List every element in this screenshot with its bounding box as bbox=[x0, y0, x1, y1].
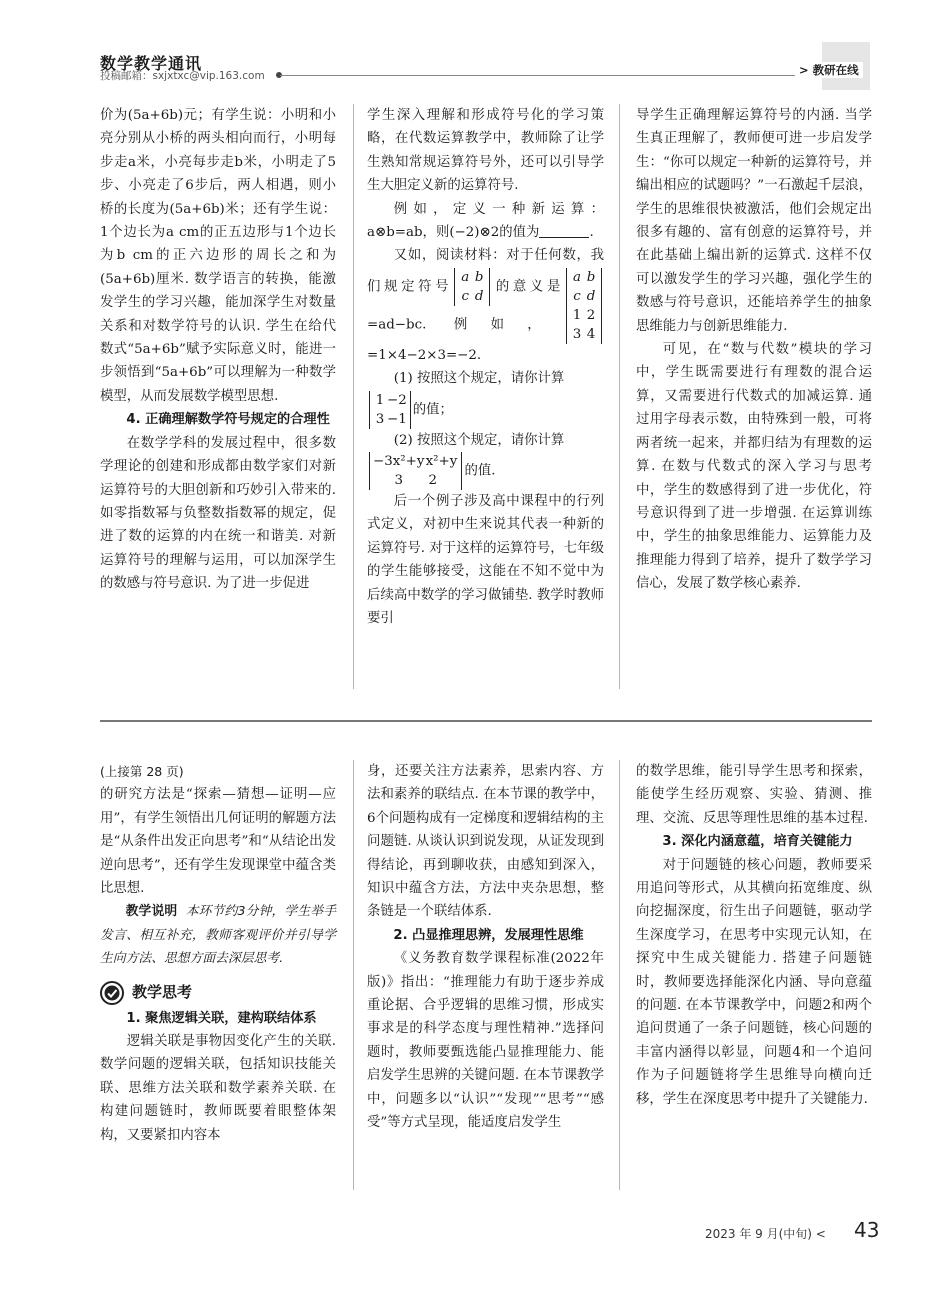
paragraph: 后一个例子涉及高中课程中的行列式定义，对初中生来说其代表一种新的运算符号. 对于这样的运算符号，七年级的学生能够接受，这能在不知不觉中为后续高中数学的学习做铺垫. 教学时教师要引 bbox=[367, 494, 604, 627]
matrix-cell: a bbox=[573, 269, 581, 285]
top-column-3 bbox=[636, 104, 872, 596]
matrix-cell: b bbox=[474, 269, 484, 285]
paragraph: 对于问题链的核心问题，教师要采用追问等形式，从其横向拓宽维度、纵向挖掘深度，衍生出子问题链，驱动学生深度学习，在思考中实现元认知，在探究中生成关键能力. 搭建子问题链时，教师要选择能深化内涵、导向意蕴的问题. 在本节课教学中，问题2和两个追问贯通了一条子问题链，核心问题的丰富内涵得以彰显，问题4和一个追问作为子问题链将学生思维导向横向迁移，学生在深度思考中提升了关键能力. bbox=[636, 857, 872, 1107]
column-rule bbox=[619, 104, 620, 689]
issue-date: 2023 年 9 月(中旬) < bbox=[705, 1227, 826, 1241]
matrix-cell: 3 bbox=[572, 326, 582, 342]
paragraph: 导学生正确理解运算符号的内涵. 当学生真正理解了，教师便可进一步启发学生：“你可以规定一种新的运算符号，并编出相应的试题吗？”一石激起千层浪，学生的思维很快被激活，他们会规定出很多有趣的、富有创意的运算符号，并在此基础上编出新的运算式. 这样不仅可以激发学生的学习兴趣，强化学生的数感与符号意识，还能培养学生的抽象思维能力与创新思维能力. bbox=[636, 108, 872, 334]
header-rule bbox=[280, 75, 795, 76]
determinant-q2 bbox=[369, 452, 462, 490]
matrix-cell: 3 bbox=[394, 473, 403, 489]
teaching-note-text: 本环节约3分钟，学生举手发言、相互补充，教师客观评价并引导学生向方法、思想方面去深层思考. bbox=[100, 904, 336, 967]
text-run: 例如，定义一种新运算：a⊗b=ab，则(−2)⊗2的值为 bbox=[367, 201, 604, 241]
matrix-cell: 1 bbox=[572, 307, 582, 323]
question-1 bbox=[367, 367, 604, 390]
top-column-2 bbox=[367, 104, 604, 631]
paragraph: 《义务教育数学课程标准(2022年版)》指出：“推理能力有助于逐步养成重论据、合乎逻辑的思维习惯，形成实事求是的科学态度与理性精神.”选择问题时，教师要甄选能凸显推理能力、能启发学生思辨的关键问题. 在本节课教学中，问题多以“认识”“发现”“思考”“感受”等方式呈现，能适度启发学生 bbox=[367, 951, 604, 1131]
teaching-note-label: 教学说明 bbox=[125, 904, 178, 920]
column-rule bbox=[619, 760, 620, 1190]
paragraph: 可见，在“数与代数”模块的学习中，学生既需要进行有理数的混合运算，又需要进行代数式的加减运算. 通过用字母表示数，由特殊到一般，可将两者统一起来，并都归结为有理数的运算. 在数与代数式的深入学习与思考中，学生的数感得到了进一步优化，符号意识得到了进一步增强. 在运算训练中，学生的抽象思维能力、运算能力及推理能力得到了培养，提升了数学学习信心，发展了数学核心素养. bbox=[636, 342, 872, 592]
paragraph: 价为(5a+6b)元；有学生说：小明和小亮分别从小桥的两头相向而行，小明每步走a米，小亮每步走b米，小明走了5步、小亮走了6步后，两人相遇，则小桥的长度为(5a+6b)米；还有学生说：1个边长为a cm的正五边形与1个边长为b cm的正六边形的周长之和为(5a+6b)厘米. 数学语言的转换，能激发学生的学习兴趣，能加深学生对数量关系和对数学符号的认识. 学生在给代数式“5a+6b”赋予实际意义时，能进一步领悟到“5a+6b”可以理解为一种数学模型，从而发展数学模型思想. bbox=[100, 108, 336, 404]
answer-blank bbox=[539, 223, 589, 238]
paragraph: 学生深入理解和形成符号化的学习策略，在代数运算教学中，教师除了让学生熟知常规运算符号外，还可以引导学生大胆定义新的运算符号. bbox=[367, 108, 604, 194]
matrix-cell: a bbox=[461, 269, 470, 285]
text-run: . bbox=[589, 225, 594, 241]
matrix-cell: b bbox=[586, 269, 596, 285]
submission-email: 投稿邮箱：sxjxtxc@vip.163.com bbox=[100, 70, 265, 82]
journal-title: 数学教学通讯 bbox=[100, 54, 203, 73]
determinant-q1 bbox=[369, 391, 411, 429]
matrix-cell: c bbox=[461, 288, 469, 304]
reflection-heading bbox=[100, 981, 336, 1005]
matrix-cell: −1 bbox=[387, 411, 407, 427]
question-2-matrix-line bbox=[367, 452, 604, 490]
column-rule bbox=[353, 760, 354, 1190]
article-divider bbox=[100, 720, 872, 722]
text-run: (1) 按照这个规定，请你计算 bbox=[393, 371, 565, 387]
text-run: 的值. bbox=[464, 463, 496, 479]
matrix-cell: x²+y bbox=[425, 454, 458, 470]
matrix-cell: d bbox=[586, 288, 596, 304]
matrix-cell: −2 bbox=[387, 392, 407, 408]
paragraph: 的研究方法是“探索—猜想—证明—应用”，有学生领悟出几何证明的解题方法是“从条件出发正向思考”和“从结论出发逆向思考”，还有学生发现课堂中蕴含类比思想. bbox=[100, 787, 336, 897]
continued-from: (上接第 28 页) bbox=[100, 764, 184, 779]
top-column-1 bbox=[100, 104, 336, 596]
matrix-cell: −3x²+y bbox=[373, 454, 425, 470]
matrix-cell: c bbox=[573, 288, 581, 304]
bottom-column-2 bbox=[367, 760, 604, 1135]
matrix-cell: 1 bbox=[375, 392, 385, 408]
section-heading: 1. 聚焦逻辑关联，建构联结体系 bbox=[126, 1010, 317, 1026]
determinant-example bbox=[566, 306, 602, 344]
paragraph: 的数学思维，能引导学生思考和探索，能使学生经历观察、实验、猜测、推理、交流、反思等理性思维的基本过程. bbox=[636, 764, 872, 826]
column-rule bbox=[353, 104, 354, 689]
text-run: 又如，阅读材料：对于任何数，我们规定符号 bbox=[367, 248, 604, 295]
text-run: =1×4−2×3=−2. bbox=[367, 347, 482, 363]
section-heading: 3. 深化内涵意蕴，培育关键能力 bbox=[662, 834, 853, 850]
question-2 bbox=[367, 429, 604, 452]
matrix-cell: 4 bbox=[586, 326, 596, 342]
determinant-abcd bbox=[566, 268, 602, 306]
section-heading: 4. 正确理解数学符号规定的合理性 bbox=[126, 412, 330, 428]
teaching-note bbox=[100, 900, 336, 970]
reflection-icon bbox=[100, 981, 124, 1005]
paragraph: 在数学学科的发展过程中，很多数学理论的创建和形成都由数学家们对新运算符号的大胆创新和巧妙引入带来的. 如零指数幂与负整数指数幂的规定，促进了数的运算的内在统一和谐美. 对新运算符号的理解与运用，可以加深学生的数感与符号意识. 为了进一步促进 bbox=[100, 435, 336, 592]
paragraph: 逻辑关联是事物因变化产生的关联. 数学问题的逻辑关联，包括知识技能关联、思维方法关联和数学素养关联. 在构建问题链时，教师既要着眼整体架构，又要紧扣内容本 bbox=[100, 1034, 336, 1143]
text-run: 的意义是 bbox=[492, 279, 565, 295]
determinant-abcd bbox=[454, 268, 490, 306]
matrix-cell: d bbox=[474, 288, 484, 304]
paragraph bbox=[367, 244, 604, 367]
text-run: 的值； bbox=[412, 402, 453, 418]
section-tag: > 教研在线 bbox=[797, 62, 863, 78]
text-run: (2) 按照这个规定，请你计算 bbox=[393, 432, 565, 448]
bottom-column-3 bbox=[636, 760, 872, 1111]
reflection-title: 教学思考 bbox=[132, 982, 193, 1001]
page-number: 43 bbox=[854, 1218, 880, 1242]
paragraph: 身，还要关注方法素养，思索内容、方法和素养的联结点. 在本节课的教学中，6个问题构成有一定梯度和逻辑结构的主问题链. 从谈认识到说发现，从证发现到得结论，再到聊收获，由感知到深入，知识中蕴含方法，方法中夹杂思想，整条链是一个联结体系. bbox=[367, 764, 604, 920]
text-run: =ad−bc. 例如， bbox=[367, 317, 564, 333]
matrix-cell: 3 bbox=[375, 411, 385, 427]
section-heading: 2. 凸显推理思辨，发展理性思维 bbox=[393, 927, 584, 943]
question-1-matrix-line bbox=[367, 391, 604, 429]
matrix-cell: 2 bbox=[586, 307, 596, 323]
paragraph bbox=[367, 198, 604, 245]
matrix-cell: 2 bbox=[428, 473, 437, 489]
bottom-column-1 bbox=[100, 760, 336, 1147]
